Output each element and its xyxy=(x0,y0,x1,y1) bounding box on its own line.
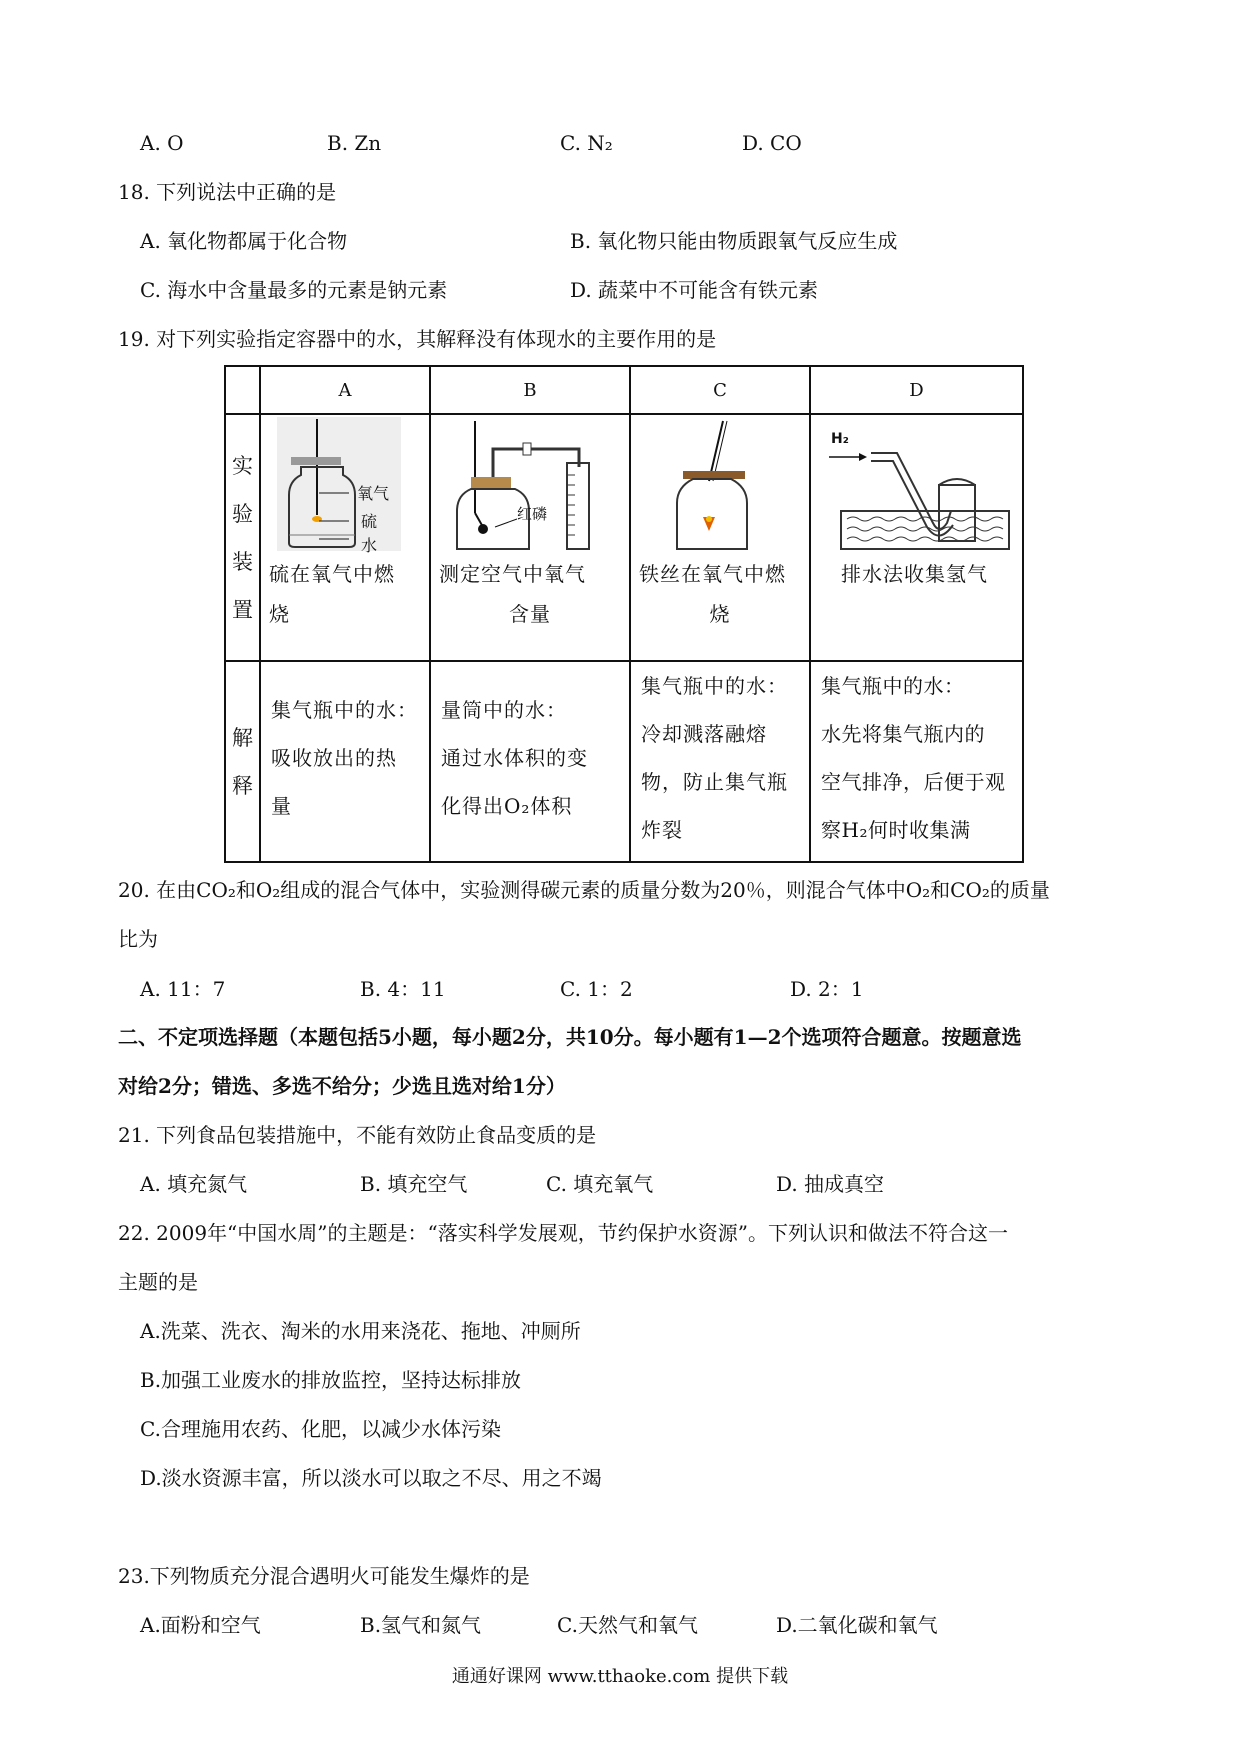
explanation-b xyxy=(430,661,630,862)
q18-option-b: B. 氧化物只能由物质跟氧气反应生成 xyxy=(570,229,898,253)
q22-option-b: B.加强工业废水的排放监控，坚持达标排放 xyxy=(140,1368,522,1392)
q18-option-d: D. 蔬菜中不可能含有铁元素 xyxy=(570,278,819,302)
q20-stem-line1: 20. 在由CO₂和O₂组成的混合气体中，实验测得碳元素的质量分数为20％，则混合气体中O₂和CO₂的质量 xyxy=(118,878,1050,902)
row-label-apparatus xyxy=(225,414,260,661)
row-label-char: 实 xyxy=(232,453,253,478)
explanation-d-line: 水先将集气瓶内的 xyxy=(821,722,985,747)
q19-experiment-table xyxy=(224,365,1024,863)
row-label-explanation xyxy=(225,661,260,862)
q18-stem: 18. 下列说法中正确的是 xyxy=(118,180,337,204)
q19-stem: 19. 对下列实验指定容器中的水，其解释没有体现水的主要作用的是 xyxy=(118,327,717,351)
apparatus-cell-c xyxy=(630,414,810,661)
q21-option-a: A. 填充氮气 xyxy=(140,1172,248,1196)
explanation-c xyxy=(630,661,810,862)
explanation-c-line: 集气瓶中的水： xyxy=(641,674,788,699)
row-label-char: 装 xyxy=(232,549,253,574)
q22-stem-line2: 主题的是 xyxy=(118,1270,198,1294)
label-h2: H₂ xyxy=(831,431,849,448)
row-label-char: 置 xyxy=(232,597,253,622)
q21-option-b: B. 填充空气 xyxy=(360,1172,468,1196)
table-header-b: B xyxy=(430,366,630,414)
q20-option-a: A. 11：7 xyxy=(140,977,226,1001)
explanation-b-line: 化得出O₂体积 xyxy=(441,794,573,819)
label-sulfur: 硫 xyxy=(361,512,378,532)
q22-stem-line1: 22. 2009年“中国水周”的主题是：“落实科学发展观，节约保护水资源”。下列认识和做法不符合这一 xyxy=(118,1221,1008,1245)
q23-option-c: C.天然气和氧气 xyxy=(557,1613,698,1637)
explanation-b-line: 量筒中的水： xyxy=(441,698,567,723)
explanation-d-line: 空气排净，后便于观 xyxy=(821,770,1006,795)
q21-stem: 21. 下列食品包装措施中，不能有效防止食品变质的是 xyxy=(118,1123,597,1147)
q22-option-a: A.洗菜、洗衣、淘米的水用来浇花、拖地、冲厕所 xyxy=(140,1319,581,1343)
caption-a-line1: 硫在氧气中燃 xyxy=(269,562,395,587)
explanation-d xyxy=(810,661,1023,862)
explanation-c-line: 冷却溅落融熔 xyxy=(641,722,767,747)
explanation-b-line: 通过水体积的变 xyxy=(441,746,588,771)
table-header-d: D xyxy=(810,366,1023,414)
phosphorus-oxygen-diagram xyxy=(431,415,627,553)
q20-option-b: B. 4：11 xyxy=(360,977,446,1001)
page-footer: 通通好课网 www.tthaoke.com 提供下载 xyxy=(451,1666,789,1687)
q23-option-d: D.二氧化碳和氧气 xyxy=(776,1613,938,1637)
explanation-a-line: 量 xyxy=(271,794,292,819)
q17-option-d: D. CO xyxy=(742,131,802,155)
row-label-char: 解 xyxy=(232,725,253,750)
q23-option-a: A.面粉和空气 xyxy=(140,1613,261,1637)
q20-option-d: D. 2：1 xyxy=(790,977,864,1001)
hydrogen-collection-diagram xyxy=(811,415,1017,553)
section2-header-line1: 二、不定项选择题（本题包括5小题，每小题2分，共10分。每小题有1—2个选项符合题意。按题意选 xyxy=(118,1025,1022,1049)
caption-c-line1: 铁丝在氧气中燃 xyxy=(639,562,786,587)
q17-option-a: A. O xyxy=(140,131,184,155)
caption-c-line2: 烧 xyxy=(709,602,731,627)
q23-stem: 23.下列物质充分混合遇明火可能发生爆炸的是 xyxy=(118,1564,530,1588)
explanation-a xyxy=(260,661,430,862)
q22-option-d: D.淡水资源丰富，所以淡水可以取之不尽、用之不竭 xyxy=(140,1466,602,1490)
caption-b-line2: 含量 xyxy=(509,602,551,627)
q20-option-c: C. 1：2 xyxy=(560,977,633,1001)
apparatus-cell-b xyxy=(430,414,630,661)
explanation-c-line: 炸裂 xyxy=(641,818,683,843)
q17-option-c: C. N₂ xyxy=(560,131,613,155)
caption-b-line1: 测定空气中氧气 xyxy=(439,562,586,587)
apparatus-cell-d xyxy=(810,414,1023,661)
label-oxygen: 氧气 xyxy=(357,484,390,504)
q21-option-d: D. 抽成真空 xyxy=(776,1172,885,1196)
apparatus-cell-a xyxy=(260,414,430,661)
section2-header-line2: 对给2分；错选、多选不给分；少选且选对给1分） xyxy=(118,1074,566,1098)
table-header-c: C xyxy=(630,366,810,414)
explanation-d-line: 集气瓶中的水： xyxy=(821,674,965,699)
q20-stem-line2: 比为 xyxy=(118,927,158,951)
iron-wire-burning-diagram xyxy=(631,415,807,553)
table-corner-cell xyxy=(225,366,260,414)
caption-d-line1: 排水法收集氢气 xyxy=(841,562,988,587)
label-water: 水 xyxy=(361,536,378,554)
explanation-a-line: 集气瓶中的水： xyxy=(271,698,418,723)
row-label-char: 验 xyxy=(232,501,253,526)
q22-option-c: C.合理施用农药、化肥，以减少水体污染 xyxy=(140,1417,501,1441)
explanation-d-line: 察H₂何时收集满 xyxy=(821,818,971,843)
row-label-char: 释 xyxy=(232,773,253,798)
explanation-c-line: 物，防止集气瓶 xyxy=(641,770,788,795)
explanation-a-line: 吸收放出的热 xyxy=(271,746,397,771)
q17-option-b: B. Zn xyxy=(327,131,382,155)
q18-option-c: C. 海水中含量最多的元素是钠元素 xyxy=(140,278,448,302)
q18-option-a: A. 氧化物都属于化合物 xyxy=(140,229,348,253)
q23-option-b: B.氢气和氮气 xyxy=(360,1613,482,1637)
caption-a-line2: 烧 xyxy=(269,602,290,627)
q21-option-c: C. 填充氧气 xyxy=(546,1172,654,1196)
table-header-a: A xyxy=(260,366,430,414)
label-red-phosphorus: 红磷 xyxy=(517,505,548,524)
sulfur-burning-diagram xyxy=(261,415,425,553)
